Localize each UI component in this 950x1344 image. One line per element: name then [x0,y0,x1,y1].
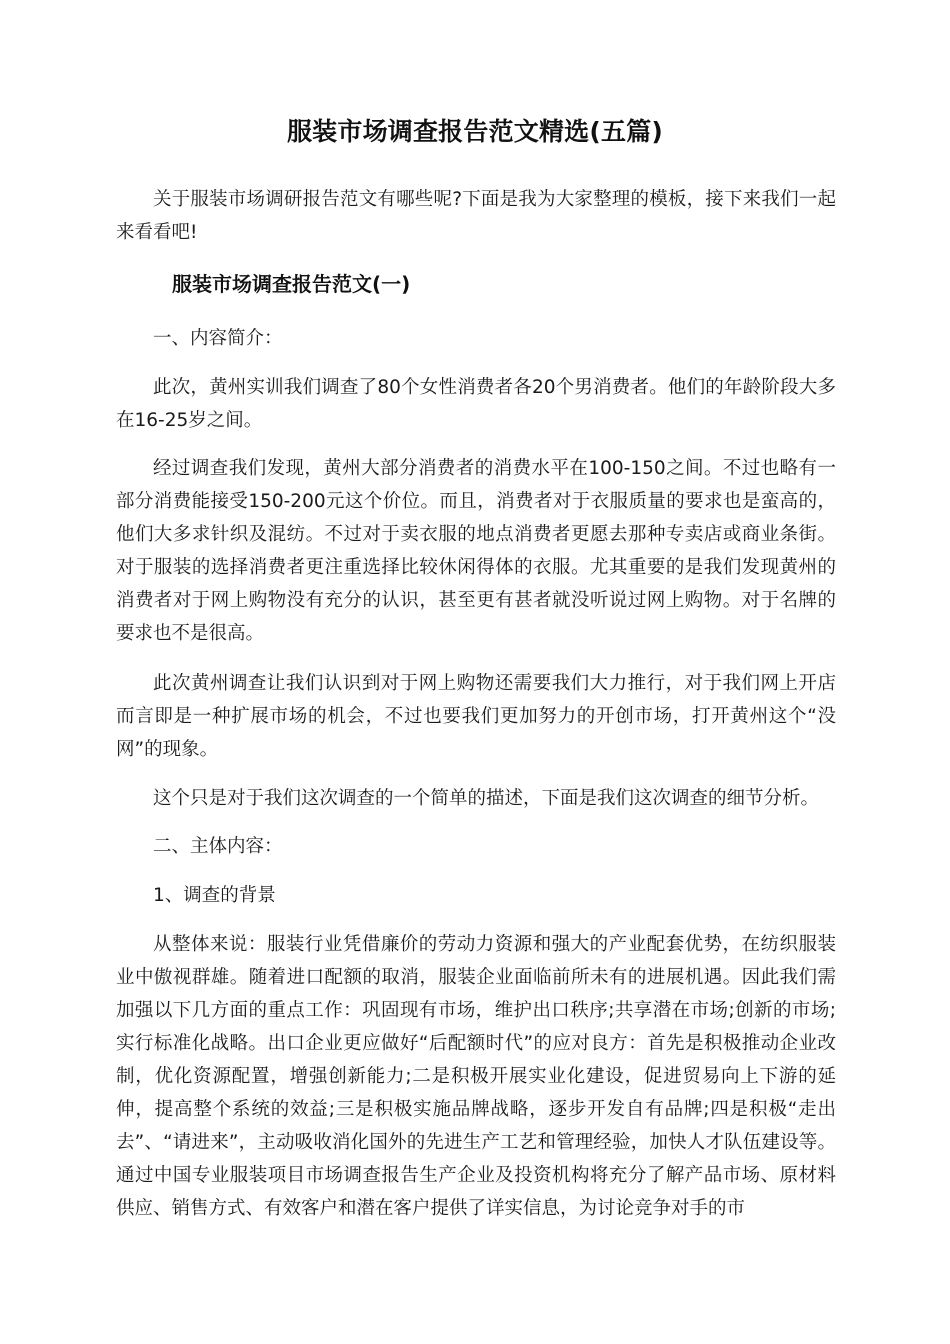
paragraph-5: 从整体来说：服装行业凭借廉价的劳动力资源和强大的产业配套优势，在纺织服装业中傲视群雄。随着进口配额的取消，服装企业面临前所未有的进展机遇。因此我们需加强以下几方面的重点工作：巩固现有市场，维护出口秩序;共享潜在市场;创新的市场;实行标准化战略。出口企业更应做好“后配额时代”的应对良方：首先是积极推动企业改制，优化资源配置，增强创新能力;二是积极开展实业化建设，促进贸易向上下游的延伸，提高整个系统的效益;三是积极实施品牌战略，逐步开发自有品牌;四是积极“走出去”、“请进来”，主动吸收消化国外的先进生产工艺和管理经验，加快人才队伍建设等。通过中国专业服装项目市场调查报告生产企业及投资机构将充分了解产品市场、原材料供应、销售方式、有效客户和潜在客户提供了详实信息，为讨论竞争对手的市 [116,934,836,1219]
paragraph-1: 此次，黄州实训我们调查了80个女性消费者各20个男消费者。他们的年龄阶段大多在16-25岁之间。 [116,377,836,431]
paragraph-2: 经过调查我们发现，黄州大部分消费者的消费水平在100-150之间。不过也略有一部分消费能接受150-200元这个价位。而且，消费者对于衣服质量的要求也是蛮高的，他们大多求针织及混纺。不过对于卖衣服的地点消费者更愿去那种专卖店或商业条街。对于服装的选择消费者更注重选择比较休闲得体的衣服。尤其重要的是我们发现黄州的消费者对于网上购物没有充分的认识，甚至更有甚者就没听说过网上购物。对于名牌的要求也不是很高。 [116,458,836,644]
section-heading-1: 服装市场调查报告范文(一) [172,272,411,296]
subsection-heading-1: 1、调查的背景 [153,885,276,906]
paragraph-4: 这个只是对于我们这次调查的一个简单的描述，下面是我们这次调查的细节分析。 [153,788,820,809]
document-title: 服装市场调查报告范文精选(五篇) [286,117,664,146]
paragraph-3: 此次黄州调查让我们认识到对于网上购物还需要我们大力推行，对于我们网上开店而言即是一种扩展市场的机会，不过也要我们更加努力的开创市场，打开黄州这个“没网”的现象。 [116,673,836,760]
part-heading-main: 二、主体内容： [153,836,283,857]
part-heading-intro: 一、内容简介： [153,328,283,349]
intro-paragraph: 关于服装市场调研报告范文有哪些呢?下面是我为大家整理的模板，接下来我们一起来看看吧! [116,189,836,243]
